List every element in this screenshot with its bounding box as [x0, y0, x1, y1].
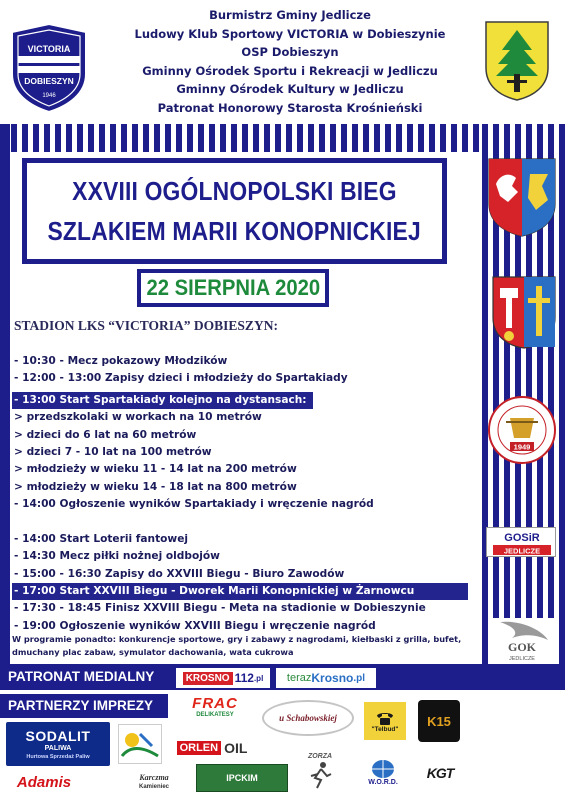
schedule-item: - 14:00 Start Loterii fantowej	[14, 532, 189, 545]
venue-heading: STADION LKS “VICTORIA” DOBIESZYN:	[14, 318, 278, 333]
frac-text: FRAC	[192, 695, 238, 712]
additional-attractions-note: W programie ponadto: konkurencje sportowe, gry i zabawy z nagrodami, kiełbaski z grilla, bufet, dmuchany plac zabaw, symulator dachowania, wata cukrowa	[12, 634, 462, 657]
krosno112-main: KROSNO	[183, 672, 233, 685]
krosno112-logo	[176, 668, 270, 688]
runner-icon	[305, 760, 335, 790]
media-patronage-label: PATRONAT MEDIALNY	[8, 669, 155, 684]
organizer-line: Ludowy Klub Sportowy VICTORIA w Dobieszynie	[134, 26, 446, 41]
partner-logo-colorful	[118, 724, 162, 764]
decorative-border-left	[0, 124, 10, 684]
osp-fire-brigade-badge-icon	[486, 392, 558, 474]
k15-logo	[418, 700, 460, 742]
orlen-text: ORLEN	[177, 741, 222, 755]
decorative-stripes-top	[0, 124, 565, 152]
organizer-line: Patronat Honorowy Starosta Krośnieński	[157, 100, 423, 115]
podkarpackie-coat-of-arms-icon	[486, 156, 558, 242]
schedule-item: - 10:30 - Mecz pokazowy Młodzików	[14, 355, 228, 367]
schedule-list	[12, 353, 482, 635]
schabowskiej-text: u Schabowskiej	[279, 713, 337, 723]
telbud-logo	[364, 702, 406, 740]
zorza-text: ZORZA	[307, 752, 333, 760]
osp-badge-year: 1949	[513, 442, 531, 452]
club-logo-top-text: VICTORIA	[27, 44, 71, 54]
karczma-kamieniec-logo	[118, 770, 190, 794]
schedule-item: - 17:30 - 18:45 Finisz XXVIII Biegu - Meta na stadionie w Dobieszynie	[14, 602, 426, 615]
telbud-text: "Telbud"	[371, 725, 399, 733]
krosno112-num: 112	[234, 671, 254, 685]
schedule-item: > młodzieży w wieku 11 - 14 lat na 200 metrów	[14, 463, 297, 476]
gok-text: GOK	[507, 640, 537, 654]
kgt-logo	[418, 752, 462, 794]
sodalit-text: SODALIT	[25, 727, 91, 744]
schedule-spacer	[12, 514, 482, 531]
orlen-oil-logo	[168, 738, 256, 758]
krosno112-suffix: .pl	[253, 673, 264, 683]
k15-text: K15	[427, 713, 451, 729]
event-date-box	[137, 269, 329, 307]
ipckim-text: IPCKIM	[226, 773, 258, 783]
schedule-item: - 15:00 - 16:30 Zapisy do XXVIII Biegu - Biuro Zawodów	[14, 567, 345, 580]
organizer-line: Gminny Ośrodek Sportu i Rekreacji w Jedliczu	[142, 63, 438, 78]
karczma-text: Karczma	[139, 773, 169, 782]
organizer-line: OSP Dobieszyn	[241, 45, 339, 59]
schedule-item-highlighted: - 17:00 Start XXVIII Biegu - Dworek Marii Konopnickiej w Żarnowcu	[12, 583, 468, 600]
gosir-jedlicze-text: JEDLICZE	[503, 546, 541, 556]
jedlicze-coat-of-arms-icon	[482, 18, 552, 102]
adamis-text: Adamis	[16, 773, 72, 791]
gosir-text: GOSiR	[504, 532, 540, 544]
schedule-item: > dzieci 7 - 10 lat na 100 metrów	[14, 445, 212, 458]
globe-icon	[370, 759, 396, 779]
telephone-icon	[375, 710, 395, 726]
schedule-item: - 12:00 - 13:00 Zapisy dzieci i młodzieży do Spartakiady	[14, 372, 348, 385]
kamieniec-text: Kamieniec	[138, 784, 169, 790]
event-title-line2: SZLAKIEM MARII KONOPNICKIEJ	[47, 216, 422, 246]
gok-jedlicze-logo	[488, 618, 556, 664]
schedule-item: - 14:30 Mecz piłki nożnej oldbojów	[14, 550, 220, 563]
schedule-item: - 14:00 Ogłoszenie wyników Spartakiady i wręczenie nagród	[14, 498, 374, 511]
oil-text: OIL	[224, 740, 248, 756]
club-logo-bottom-text: DOBIESZYN	[24, 76, 74, 86]
zorza-logo	[294, 746, 346, 796]
sodalit-paliwa-logo	[6, 722, 110, 766]
adamis-logo	[6, 770, 82, 794]
partners-label: PARTNERZY IMPREZY	[0, 694, 168, 718]
schedule-item: > przedszkolaki w workach na 10 metrów	[14, 411, 262, 424]
terazkrosno-suffix: .pl	[353, 672, 366, 684]
sodalit-subtitle: Hurtowa Sprzedaż Paliw	[26, 753, 90, 760]
event-title-line1: XXVIII OGÓLNOPOLSKI BIEG	[72, 176, 397, 206]
terazkrosno-logo	[276, 668, 376, 688]
word-text: W.O.R.D.	[368, 778, 398, 786]
terazkrosno-pre: teraz	[286, 672, 312, 684]
sodalit-paliwa-text: PALIWA	[44, 744, 72, 752]
terazkrosno-main: Krosno	[311, 671, 354, 685]
event-title-box	[22, 158, 447, 264]
gok-jedlicze-text: JEDLICZE	[509, 656, 535, 662]
kgt-text: KGT	[426, 765, 454, 781]
schedule-item-highlighted: - 13:00 Start Spartakiady kolejno na dystansach:	[12, 392, 313, 409]
victoria-club-logo	[8, 22, 90, 114]
organizer-line: Gminny Ośrodek Kultury w Jedliczu	[176, 82, 404, 96]
krosno-county-coat-of-arms-icon	[490, 274, 558, 354]
frac-delikatesy-logo	[174, 696, 256, 720]
ipckim-logo	[196, 764, 288, 792]
gosir-jedlicze-logo	[486, 527, 556, 557]
event-date: 22 SIERPNIA 2020	[146, 275, 320, 300]
club-logo-year: 1946	[42, 93, 56, 99]
u-schabowskiej-logo	[262, 700, 354, 736]
schedule-item: > dzieci do 6 lat na 60 metrów	[14, 428, 197, 441]
schedule-item: - 19:00 Ogłoszenie wyników XXVIII Biegu i wręczenie nagród	[14, 619, 376, 632]
frac-delikatesy-text: DELIKATESY	[196, 712, 234, 718]
schedule-item: > młodzieży w wieku 14 - 18 lat na 800 metrów	[14, 480, 297, 493]
word-krosno-logo	[352, 752, 414, 792]
header-organizers	[100, 6, 480, 117]
organizer-line: Burmistrz Gminy Jedlicze	[209, 8, 371, 22]
